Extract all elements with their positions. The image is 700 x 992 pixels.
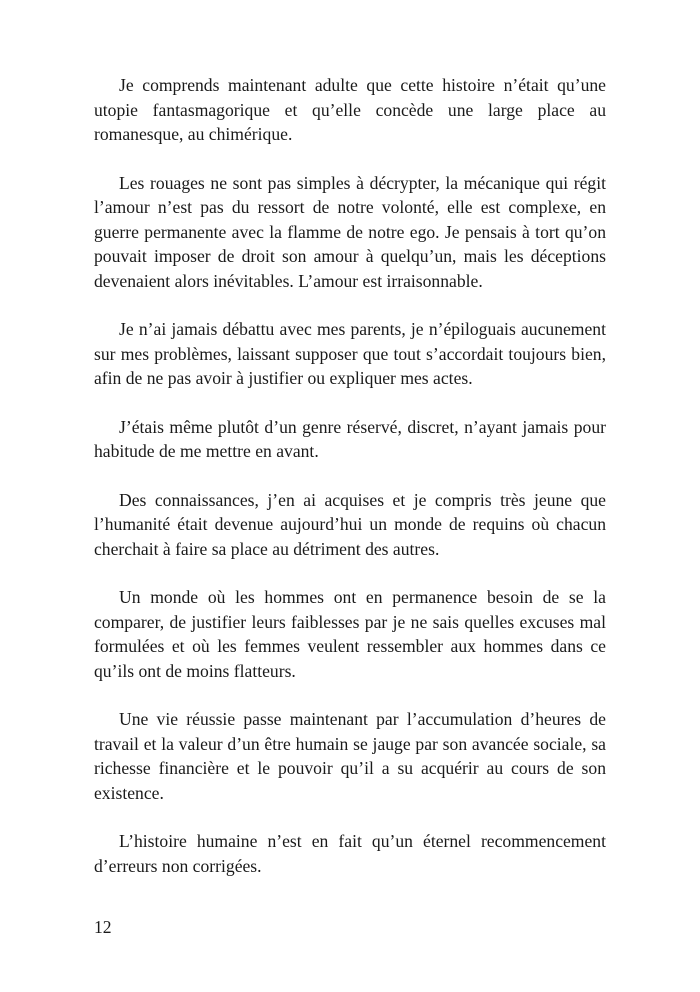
paragraph-1: Je comprends maintenant adulte que cette histoire n’était qu’une utopie fantasmagorique et qu’elle concède une large place au romanesque, au chimérique.	[94, 75, 606, 144]
paragraph-3: Je n’ai jamais débattu avec mes parents, je n’épiloguais aucunement sur mes problèmes, laissant supposer que tout s’accordait toujours bien, afin de ne pas avoir à justifier ou expliquer mes actes.	[94, 319, 606, 388]
paragraph-6: Un monde où les hommes ont en permanence besoin de se la comparer, de justifier leurs faiblesses par je ne sais quelles excuses mal formulées et où les femmes veulent ressembler aux hommes dans ce qu’ils ont de moins flatteurs.	[94, 587, 606, 681]
paragraph-7: Une vie réussie passe maintenant par l’accumulation d’heures de travail et la valeur d’un être humain se jauge par son avancée sociale, sa richesse financière et le pouvoir qu’il a su acquérir au cours de son existence.	[94, 709, 606, 803]
paragraph-5: Des connaissances, j’en ai acquises et je compris très jeune que l’humanité était devenue aujourd’hui un monde de requins où chacun cherchait à faire sa place au détriment des autres.	[94, 489, 606, 559]
paragraph-2: Les rouages ne sont pas simples à décrypter, la mécanique qui régit l’amour n’est pas du ressort de notre volonté, elle est complexe, en guerre permanente avec la flamme de notre ego. Je pensais à tort qu’on pouvait imposer de droit son amour à quelqu’un, mais les déceptions devenaient alors inévitables. L’amour est irraisonnable.	[94, 172, 606, 291]
paragraph-4: J’étais même plutôt d’un genre réservé, discret, n’ayant jamais pour habitude de me mettre en avant.	[94, 416, 606, 461]
page-body	[94, 73, 606, 902]
paragraph-8: L’histoire humaine n’est en fait qu’un éternel recommencement d’erreurs non corrigées.	[94, 831, 606, 876]
page-number: 12	[94, 917, 112, 937]
